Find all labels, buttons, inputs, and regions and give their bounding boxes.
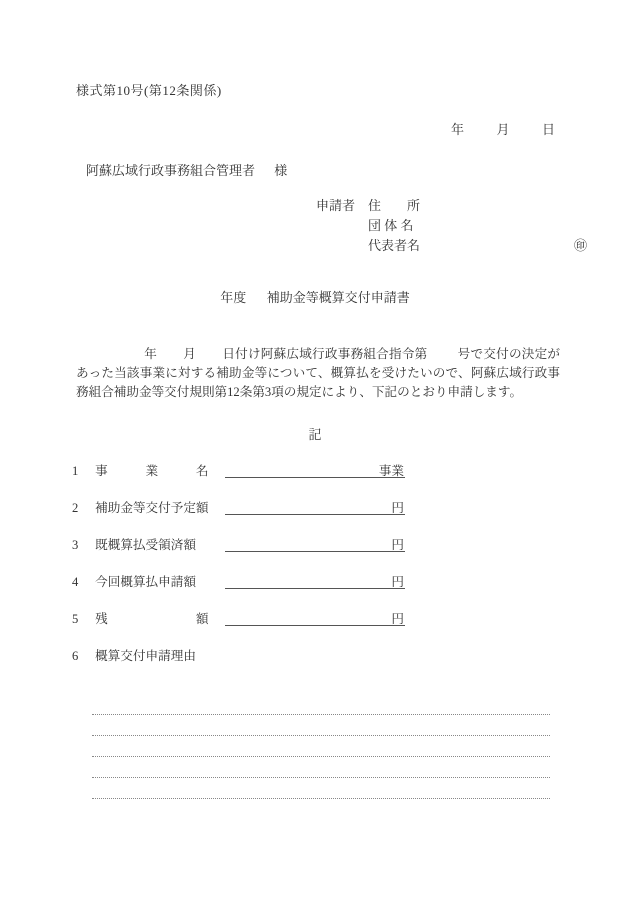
body-line1-end: 号で交付の決定があった xyxy=(76,347,561,380)
item-number-5: 5 xyxy=(72,612,79,626)
seal-mark-icon: ㊞ xyxy=(574,238,588,253)
item-number-3: 3 xyxy=(72,538,79,552)
item-number-4: 4 xyxy=(72,575,79,589)
item-suffix-1: 事業 xyxy=(378,464,404,478)
item-number-6: 6 xyxy=(72,649,79,663)
date-month-label: 月 xyxy=(496,122,510,137)
title-main: 補助金等概算交付申請書 xyxy=(266,290,410,305)
writing-line-1[interactable] xyxy=(92,694,550,715)
applicant-block xyxy=(316,195,587,255)
applicant-lead-label: 申請者 xyxy=(316,198,356,213)
item-label-4: 今回概算払申請額 xyxy=(95,575,196,589)
item-suffix-4: 円 xyxy=(391,575,404,589)
body-year-label: 年 xyxy=(144,347,158,361)
date-line xyxy=(0,119,555,138)
addressee-organization: 阿蘇広域行政事務組合管理者 xyxy=(86,163,256,178)
item-suffix-2: 円 xyxy=(391,501,404,515)
form-number: 様式第10号(第12条関係) xyxy=(76,83,222,98)
item-row-3 xyxy=(72,534,532,571)
ki-marker: 記 xyxy=(308,427,322,442)
body-month-label: 月 xyxy=(183,347,197,361)
date-day-label: 日 xyxy=(541,122,555,137)
writing-lines xyxy=(92,694,550,799)
applicant-row-address xyxy=(316,195,587,215)
item-suffix-3: 円 xyxy=(391,538,404,552)
body-paragraph xyxy=(76,345,560,402)
applicant-row-representative xyxy=(316,235,587,255)
item-label-5: 残 額 xyxy=(95,612,209,626)
applicant-organization-label: 団 体 名 xyxy=(368,218,414,233)
item-list xyxy=(72,460,532,682)
item-label-3: 既概算払受領済額 xyxy=(95,538,196,552)
applicant-row-organization xyxy=(316,215,587,235)
addressee-honorific: 様 xyxy=(274,163,288,178)
item-label-2: 補助金等交付予定額 xyxy=(95,501,209,515)
item-label-6: 概算交付申請理由 xyxy=(95,649,196,663)
item-number-2: 2 xyxy=(72,501,79,515)
addressee xyxy=(86,160,287,179)
page-title xyxy=(0,287,630,306)
writing-line-2[interactable] xyxy=(92,715,550,736)
item-row-4 xyxy=(72,571,532,608)
item-row-5 xyxy=(72,608,532,645)
item-row-2 xyxy=(72,497,532,534)
item-suffix-5: 円 xyxy=(391,612,404,626)
item-label-1: 事 業 名 xyxy=(95,464,209,478)
writing-line-3[interactable] xyxy=(92,736,550,757)
title-fiscal-year-label: 年度 xyxy=(220,290,247,305)
applicant-address-label: 住 所 xyxy=(368,198,421,213)
date-year-label: 年 xyxy=(450,122,464,137)
item-row-6 xyxy=(72,645,532,682)
body-order-text: 日付け阿蘇広域行政事務組合指令第 xyxy=(222,347,428,361)
item-row-1 xyxy=(72,460,532,497)
item-number-1: 1 xyxy=(72,464,79,478)
body-line3: 金等交付規則第12条第3項の規定により、下記のとおり申請します。 xyxy=(138,385,523,399)
applicant-representative-label: 代表者名 xyxy=(368,238,421,253)
body-line2: 当該事業に対する補助金等について、概算払を受けたいので、阿蘇広域行政事務組合補助 xyxy=(76,366,560,399)
writing-line-5[interactable] xyxy=(92,778,550,799)
writing-line-4[interactable] xyxy=(92,757,550,778)
